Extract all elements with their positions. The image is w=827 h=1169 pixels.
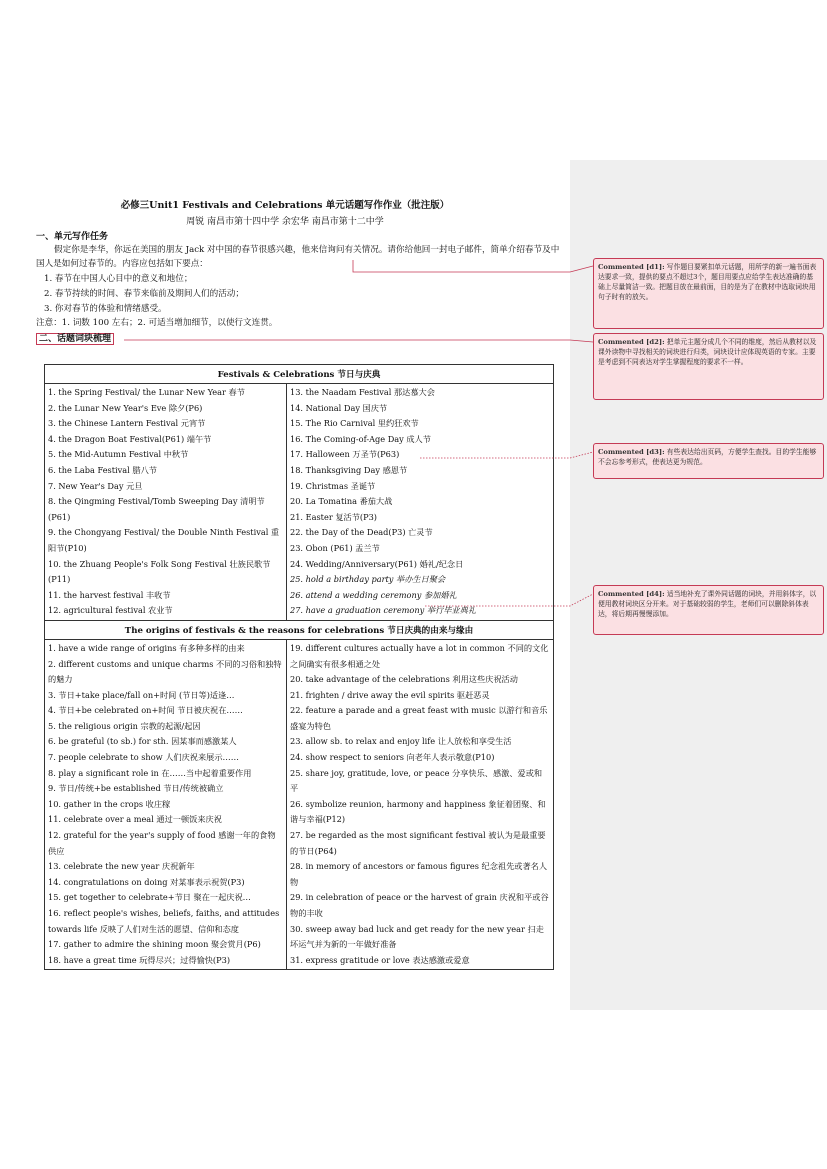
comment-text: 适当地补充了课外同话题的词块，并用斜体字，以便用教材词块区分开来。对于基础较弱的学生，老师们可以删除斜体表达，将后期再慢慢添加。 [598,590,817,618]
task-point-1: 1. 春节在中国人心目中的意义和地位； [44,274,193,284]
comment-label: Commented [d3]: [598,448,665,456]
list-item: 4. 节日+be celebrated on+时间 节日被庆祝在…… [48,705,243,716]
origins-header: The origins of festivals & the reasons for celebrations 节日庆典的由来与缘由 [45,620,554,639]
list-item: 27. be regarded as the most significant festival 被认为是最重要的节日(P64) [290,830,546,856]
comment-d3[interactable] [593,443,824,479]
list-item: 17. Halloween 万圣节(P63) [290,449,400,460]
list-item: 19. Christmas 圣诞节 [290,480,376,491]
list-item: 24. show respect to seniors 向老年人表示敬意(P10) [290,752,495,763]
vocab-heading-text: 二、话题词块梳理 [36,333,114,345]
comment-text: 写作题目要紧扣单元话题，用所学的新一遍书面表达要求一致，提供的要点不超过3个，题目用要点应给学生表达准确的基础上尽量简洁一致。把题目放在最前面，目的是为了在教材中选取词块用句子时有的放矢。 [598,263,817,301]
list-item: 2. different customs and unique charms 不同的习俗和独特的魅力 [48,658,282,685]
list-item: 22. feature a parade and a great feast with music 以游行和音乐盛宴为特色 [290,705,548,731]
task-point-2: 2. 春节持续的时间、春节来临前及期间人们的活动； [44,289,244,299]
list-item: 13. celebrate the new year 庆祝新年 [48,861,195,872]
list-item: 14. congratulations on doing 对某事表示祝贺(P3) [48,876,245,887]
list-item: 20. take advantage of the celebrations 利用这些庆祝活动 [290,674,518,685]
list-item: 10. gather in the crops 收庄稼 [48,798,171,809]
list-item: 26. attend a wedding ceremony 参加婚礼 [290,589,457,600]
task-paragraph: 假定你是李华，你远在美国的朋友 Jack 对中国的春节很感兴趣，他来信询问有关情况。请你给他回一封电子邮件，简单介绍春节及中国人是如何过春节的。内容应包括如下要点： [36,245,560,269]
list-item: 12. grateful for the year's supply of food 感谢一年的食物供应 [48,830,276,856]
list-item: 12. agricultural festival 农业节 [48,605,173,616]
list-item: 16. The Coming-of-Age Day 成人节 [290,433,431,444]
list-item: 3. 节日+take place/fall on+时间 (节日等)适逢… [48,689,235,700]
comment-label: Commented [d1]: [598,263,665,271]
list-item: 21. frighten / drive away the evil spirits 驱赶恶灵 [290,689,490,700]
list-item: 8. play a significant role in 在……当中起着重要作用 [48,767,252,778]
section-heading-vocab [36,331,114,344]
list-item: 18. have a great time 玩得尽兴；过得愉快(P3) [48,954,231,965]
list-item: 5. the religious origin 宗教的起源/起因 [48,720,201,731]
list-item: 25. hold a birthday party 举办生日聚会 [290,574,446,585]
list-item: 13. the Naadam Festival 那达慕大会 [290,387,435,397]
list-item: 16. reflect people's wishes, beliefs, faiths, and attitudes towards life 反映了人们对生活的愿望、信仰和态度 [48,908,280,934]
list-item: 9. 节日/传统+be established 节日/传统被确立 [48,783,224,794]
list-item: 1. the Spring Festival/ the Lunar New Year 春节 [48,387,245,397]
list-item: 7. people celebrate to show 人们庆祝来展示…… [48,752,239,763]
list-item: 5. the Mid-Autumn Festival 中秋节 [48,449,189,460]
list-item: 15. get together to celebrate+节日 聚在一起庆祝… [48,892,251,903]
list-item: 20. La Tomatina 番茄大战 [290,496,393,507]
list-item: 25. share joy, gratitude, love, or peace 分享快乐、感激、爱或和平 [290,767,543,794]
list-item: 18. Thanksgiving Day 感恩节 [290,464,408,475]
document-title: 必修三Unit1 Festivals and Celebrations 单元话题写作作业（批注版） [120,200,450,211]
list-item: 28. in memory of ancestors or famous figures 纪念祖先或著名人物 [290,861,548,887]
list-item: 24. Wedding/Anniversary(P61) 婚礼/纪念日 [290,558,464,569]
list-item: 10. the Zhuang People's Folk Song Festival 壮族民歌节(P11) [48,558,271,585]
list-item: 26. symbolize reunion, harmony and happiness 象征着团聚、和谐与幸福(P12) [290,798,546,825]
list-item: 6. the Laba Festival 腊八节 [48,464,157,475]
list-item: 15. The Rio Carnival 里约狂欢节 [290,418,419,429]
list-item: 14. National Day 国庆节 [290,402,388,413]
comment-d1[interactable] [593,258,824,329]
list-item: 30. sweep away bad luck and get ready for the new year 扫走坏运气并为新的一年做好准备 [290,923,544,950]
origins-left-col [45,639,287,969]
list-item: 9. the Chongyang Festival/ the Double Ninth Festival 重阳节(P10) [48,527,280,553]
document-authors: 周锐 南昌市第十四中学 余宏华 南昌市第十二中学 [186,217,384,227]
comment-d2[interactable] [593,333,824,400]
comment-text: 有些表达给出页码，方便学生查找。目的学生能够不会忘参考形式，使表达更为规范。 [598,448,817,466]
comment-d4[interactable] [593,585,824,635]
list-item: 19. different cultures actually have a lot in common 不同的文化之间确实有很多相通之处 [290,642,549,669]
list-item: 8. the Qingming Festival/Tomb Sweeping Day 清明节(P61) [48,496,265,522]
list-item: 23. Obon (P61) 盂兰节 [290,542,380,553]
list-item: 31. express gratitude or love 表达感激或爱意 [290,954,470,965]
list-item: 4. the Dragon Boat Festival(P61) 端午节 [48,433,212,444]
list-item: 3. the Chinese Lantern Festival 元宵节 [48,418,206,429]
origins-right-col [287,639,554,969]
list-item: 23. allow sb. to relax and enjoy life 让人放松和享受生活 [290,736,512,747]
comment-label: Commented [d4]: [598,590,665,598]
section-heading-task: 一、单元写作任务 [36,232,109,242]
list-item: 7. New Year's Day 元旦 [48,480,143,491]
festivals-left-col [45,384,287,621]
comment-text: 把单元主题分成几个不同的维度，然后从教材以及课外读物中寻找相关的词块进行归类，词块设计应体现英语的专家。主要是考虑到不同表达对学生掌握程度的要求不一样。 [598,338,817,366]
list-item: 21. Easter 复活节(P3) [290,511,378,522]
list-item: 11. celebrate over a meal 通过一顿饭来庆祝 [48,814,222,825]
festivals-table [44,364,554,970]
list-item: 17. gather to admire the shining moon 聚会赏月(P6) [48,939,261,950]
list-item: 29. in celebration of peace or the harvest of grain 庆祝和平或谷物的丰收 [290,892,549,918]
list-item: 11. the harvest festival 丰收节 [48,589,171,600]
comment-label: Commented [d2]: [598,338,665,346]
festivals-right-col [287,384,554,621]
task-point-3: 3. 你对春节的体验和情绪感受。 [44,304,167,314]
list-item: 22. the Day of the Dead(P3) 亡灵节 [290,527,433,538]
list-item: 27. have a graduation ceremony 举行毕业典礼 [290,605,476,616]
task-notes: 注意：1. 词数 100 左右；2. 可适当增加细节，以使行文连贯。 [36,318,278,328]
list-item: 6. be grateful (to sb.) for sth. 因某事而感激某人 [48,736,237,747]
list-item: 1. have a wide range of origins 有多种多样的由来 [48,642,245,653]
festivals-header: Festivals & Celebrations 节日与庆典 [45,365,554,384]
list-item: 2. the Lunar New Year's Eve 除夕(P6) [48,402,203,413]
